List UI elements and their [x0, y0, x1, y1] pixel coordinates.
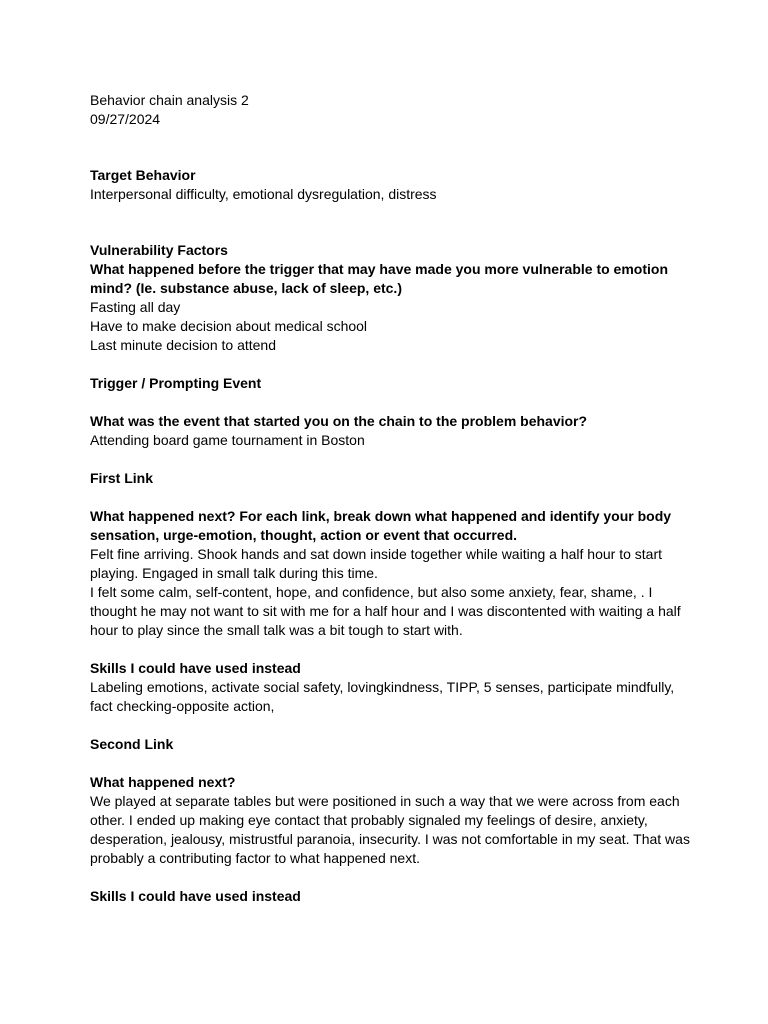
- first-link-heading: First Link: [90, 470, 154, 486]
- vulnerability-question: What happened before the trigger that may have made you more vulnerable to emotion mind? (Ie. substance abuse, lack of sleep, etc.): [90, 261, 668, 296]
- first-link-question: What happened next? For each link, break down what happened and identify your body sensation, urge-emotion, thought, action or event that occurred.: [90, 508, 672, 543]
- second-link-heading: Second Link: [90, 736, 174, 752]
- target-behavior-heading: Target Behavior: [90, 167, 196, 183]
- trigger-question: What was the event that started you on the chain to the problem behavior?: [90, 413, 588, 429]
- vulnerability-heading: Vulnerability Factors: [90, 242, 228, 258]
- trigger-heading: Trigger / Prompting Event: [90, 375, 262, 391]
- skills-heading: Skills I could have used instead: [90, 888, 301, 904]
- first-link-paragraph: Felt fine arriving. Shook hands and sat down inside together while waiting a half hour to start playing. Engaged in small talk during this time.: [90, 546, 662, 581]
- second-link-text: We played at separate tables but were positioned in such a way that we were across from each other. I ended up making eye contact that probably signaled my feelings of desire, anxiety, desperation, jealousy, mistrustful paranoia, insecurity. I was not comfortable in my seat. That was probably a contributing factor to what happened next.: [90, 793, 690, 866]
- vulnerability-item: Have to make decision about medical school: [90, 318, 368, 334]
- skills-text: Labeling emotions, activate social safety, lovingkindness, TIPP, 5 senses, participate mindfully, fact checking-opposite action,: [90, 679, 675, 714]
- document-title: Behavior chain analysis 2: [90, 92, 249, 108]
- first-link-paragraph: I felt some calm, self-content, hope, and confidence, but also some anxiety, fear, shame, . I thought he may not want to sit with me for a half hour and I was discontented with waiting a half hour to play since the small talk was a bit tough to start with.: [90, 584, 681, 638]
- skills-heading: Skills I could have used instead: [90, 660, 301, 676]
- target-behavior-text: Interpersonal difficulty, emotional dysregulation, distress: [90, 186, 437, 202]
- vulnerability-item: Last minute decision to attend: [90, 337, 277, 353]
- second-link-question: What happened next?: [90, 774, 236, 790]
- document-date: 09/27/2024: [90, 111, 161, 127]
- vulnerability-item: Fasting all day: [90, 299, 181, 315]
- trigger-text: Attending board game tournament in Boston: [90, 432, 365, 448]
- document-page: [90, 91, 690, 906]
